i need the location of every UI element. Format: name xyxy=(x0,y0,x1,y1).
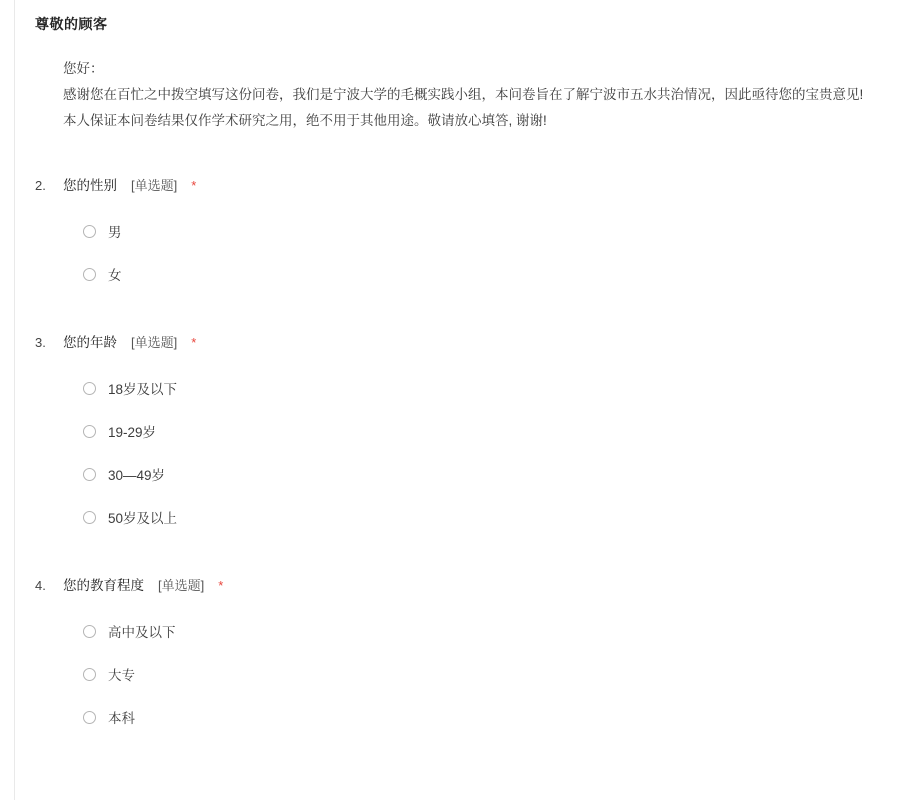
option-list xyxy=(35,220,900,285)
question-number: 4. xyxy=(35,578,46,593)
required-asterisk: * xyxy=(218,578,224,593)
question-type: [单选题] xyxy=(158,578,205,593)
survey-intro xyxy=(63,56,900,134)
option-label: 30—49岁 xyxy=(108,468,166,483)
question-title: 您的年龄 xyxy=(63,335,117,350)
page-left-gutter xyxy=(0,0,15,800)
option-item[interactable] xyxy=(83,220,900,242)
radio-icon[interactable] xyxy=(83,625,96,638)
option-item[interactable] xyxy=(83,706,900,728)
intro-line-3: 本人保证本问卷结果仅作学术研究之用，绝不用于其他用途。敬请放心填答, 谢谢! xyxy=(63,113,547,128)
question-title: 您的性别 xyxy=(63,178,117,193)
question-title: 您的教育程度 xyxy=(63,578,144,593)
option-item[interactable] xyxy=(83,620,900,642)
radio-icon[interactable] xyxy=(83,511,96,524)
question-age xyxy=(15,331,900,528)
question-number: 3. xyxy=(35,335,46,350)
radio-icon[interactable] xyxy=(83,225,96,238)
option-label: 女 xyxy=(108,268,122,283)
option-item[interactable] xyxy=(83,377,900,399)
option-label: 19-29岁 xyxy=(108,425,157,440)
question-number: 2. xyxy=(35,178,46,193)
intro-line-2: 感谢您在百忙之中拨空填写这份问卷，我们是宁波大学的毛概实践小组，本问卷旨在了解宁波市五水共治情况，因此亟待您的宝贵意见! xyxy=(63,87,864,102)
radio-icon[interactable] xyxy=(83,382,96,395)
option-item[interactable] xyxy=(83,420,900,442)
option-label: 50岁及以上 xyxy=(108,511,178,526)
option-list xyxy=(35,377,900,528)
required-asterisk: * xyxy=(191,335,197,350)
radio-icon[interactable] xyxy=(83,425,96,438)
question-type: [单选题] xyxy=(131,335,178,350)
option-label: 男 xyxy=(108,225,122,240)
option-label: 高中及以下 xyxy=(108,625,176,640)
question-header xyxy=(35,574,900,594)
option-item[interactable] xyxy=(83,463,900,485)
survey-content xyxy=(15,0,900,800)
page-title: 尊敬的顾客 xyxy=(35,16,108,32)
option-item[interactable] xyxy=(83,263,900,285)
question-header xyxy=(35,331,900,351)
question-header xyxy=(35,174,900,194)
question-gender xyxy=(15,174,900,285)
option-list xyxy=(35,620,900,728)
question-education xyxy=(15,574,900,728)
radio-icon[interactable] xyxy=(83,711,96,724)
intro-line-1: 您好： xyxy=(63,61,104,76)
radio-icon[interactable] xyxy=(83,268,96,281)
required-asterisk: * xyxy=(191,178,197,193)
option-item[interactable] xyxy=(83,663,900,685)
option-label: 大专 xyxy=(108,668,135,683)
option-item[interactable] xyxy=(83,506,900,528)
radio-icon[interactable] xyxy=(83,468,96,481)
option-label: 18岁及以下 xyxy=(108,382,178,397)
radio-icon[interactable] xyxy=(83,668,96,681)
question-type: [单选题] xyxy=(131,178,178,193)
option-label: 本科 xyxy=(108,711,135,726)
